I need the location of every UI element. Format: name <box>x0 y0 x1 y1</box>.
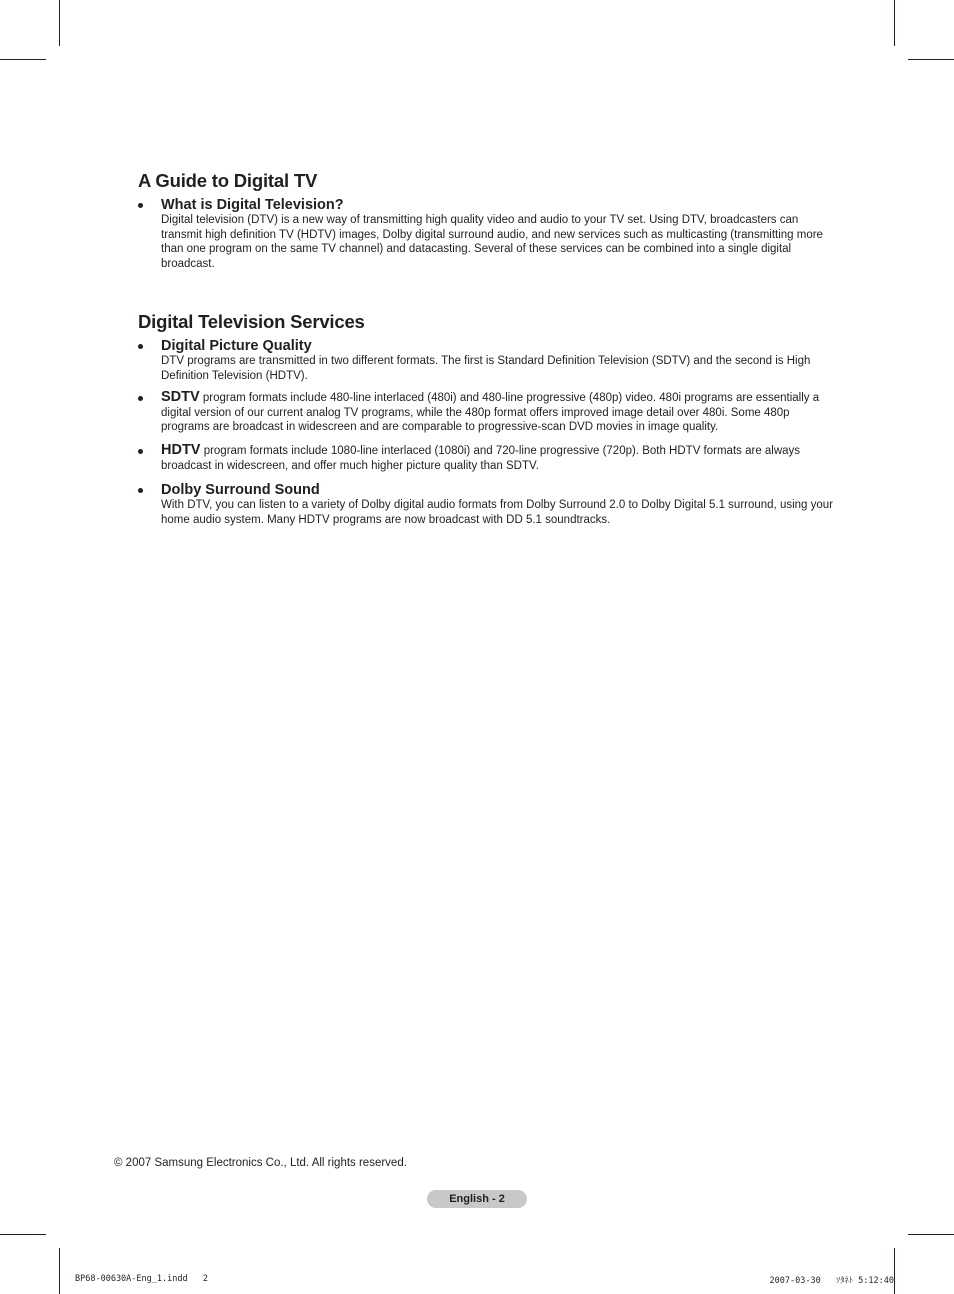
list-item-what-is-dtv <box>138 197 838 272</box>
list-item-dolby <box>138 482 838 527</box>
item-title: Dolby Surround Sound <box>161 482 320 498</box>
bullet-icon <box>138 203 143 208</box>
item-text: DTV programs are transmitted in two different formats. The first is Standard Definition Television (SDTV) and the second is High Definition Television (HDTV). <box>161 355 811 382</box>
crop-mark-top-right-horizontal <box>908 59 954 60</box>
bullet-icon <box>138 344 143 349</box>
section-heading-services: Digital Television Services <box>138 311 365 332</box>
crop-mark-bottom-right-horizontal <box>908 1234 954 1235</box>
bullet-icon <box>138 449 143 454</box>
slug-timestamp: 2007-03-30 ｿﾀﾈﾄ 5:12:40 <box>769 1276 894 1286</box>
item-text: program formats include 1080-line interlaced (1080i) and 720-line progressive (720p). Both HDTV formats are always broadcast in widescreen, and offer much higher picture quality than SDTV. <box>161 445 801 472</box>
page-number-badge: English - 2 <box>427 1190 527 1208</box>
crop-mark-top-right-vertical <box>894 0 895 46</box>
item-title: HDTV <box>161 442 201 458</box>
crop-mark-top-left-horizontal <box>0 59 46 60</box>
crop-mark-bottom-left-vertical <box>59 1248 60 1294</box>
item-title: What is Digital Television? <box>161 197 344 213</box>
item-text: program formats include 480-line interlaced (480i) and 480-line progressive (480p) video. 480i programs are essentially a digital version of our current analog TV programs, while the 480p format offers improved image detail over 480i. Some 480p programs are broadcast in widescreen and are comparable to progressive-scan DVD movies in image quality. <box>161 392 820 434</box>
crop-mark-top-left-vertical <box>59 0 60 46</box>
bullet-icon <box>138 396 143 401</box>
copyright-notice: © 2007 Samsung Electronics Co., Ltd. All rights reserved. <box>114 1157 407 1169</box>
list-item-sdtv <box>138 390 838 435</box>
item-text: Digital television (DTV) is a new way of transmitting high quality video and audio to your TV set. Using DTV, broadcasters can transmit high definition TV (HDTV) images, Dolby digital surround audio, and new services such as multicasting (transmitting more than one program on the same TV channel) and datacasting. Several of these services can be combined into a single digital broadcast. <box>161 214 823 271</box>
crop-mark-bottom-left-horizontal <box>0 1234 46 1235</box>
slug-filename: BP68-00630A-Eng_1.indd 2 <box>75 1274 209 1284</box>
section-heading-guide: A Guide to Digital TV <box>138 170 318 191</box>
bullet-icon <box>138 488 143 493</box>
item-title: Digital Picture Quality <box>161 338 312 354</box>
crop-mark-bottom-right-vertical <box>894 1248 895 1294</box>
item-text: With DTV, you can listen to a variety of Dolby digital audio formats from Dolby Surround 2.0 to Dolby Digital 5.1 surround, using your home audio system. Many HDTV programs are now broadcast with DD 5.1 soundtracks. <box>161 499 834 526</box>
item-title: SDTV <box>161 389 200 405</box>
list-item-picture-quality <box>138 338 838 383</box>
list-item-hdtv <box>138 443 838 473</box>
